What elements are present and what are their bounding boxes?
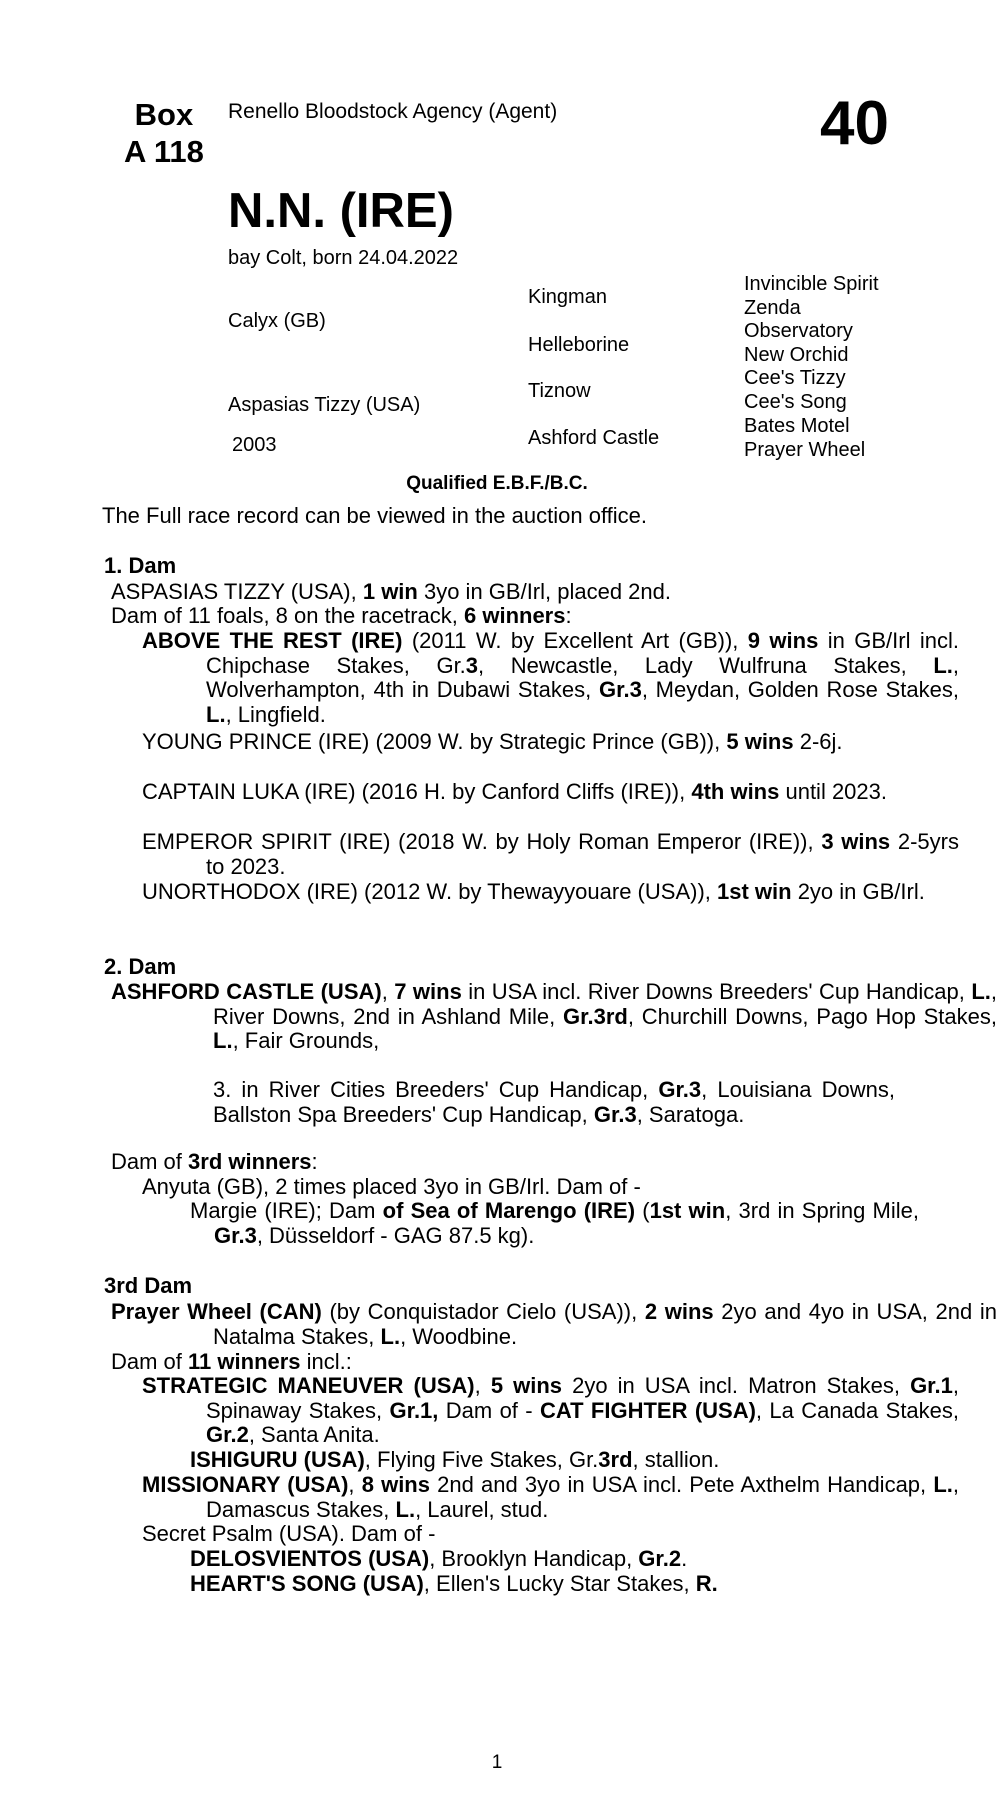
dam-foals: Dam of 11 foals, 8 on the racetrack, 6 winners: <box>111 603 572 628</box>
pedigree-gg-3: Observatory <box>744 320 853 342</box>
second-dam-produce: Dam of 3rd winners: <box>111 1149 318 1174</box>
pedigree-dam-dam: Ashford Castle <box>528 427 660 449</box>
progeny-missionary: MISSIONARY (USA), 8 wins 2nd and 3yo in USA incl. Pete Axthelm Handicap, L., Damascus Stakes, L., Laurel, stud. <box>142 1472 959 1522</box>
pedigree-dam-year: 2003 <box>232 434 277 456</box>
box-line-1: Box <box>134 97 194 132</box>
pedigree-gg-5: Cee's Tizzy <box>744 367 846 389</box>
pedigree-gg-7: Bates Motel <box>744 415 850 437</box>
pedigree-sire-sire: Kingman <box>528 286 607 308</box>
progeny-anyuta: Anyuta (GB), 2 times placed 3yo in GB/Irl. Dam of - <box>142 1174 641 1199</box>
second-dam-placings: 3. in River Cities Breeders' Cup Handicap, Gr.3, Louisiana Downs, Ballston Spa Breeders' Cup Handicap, Gr.3, Saratoga. <box>213 1077 895 1127</box>
pedigree-gg-6: Cee's Song <box>744 391 847 413</box>
pedigree-gg-4: New Orchid <box>744 344 849 366</box>
progeny-captain-luka: CAPTAIN LUKA (IRE) (2016 H. by Canford Cliffs (IRE)), 4th wins until 2023. <box>142 779 887 804</box>
agent-name: Renello Bloodstock Agency (Agent) <box>228 100 558 123</box>
section-3-heading: 3rd Dam <box>104 1273 193 1298</box>
progeny-hearts-song: HEART'S SONG (USA), Ellen's Lucky Star Stakes, R. <box>190 1571 718 1596</box>
progeny-delosvientos: DELOSVIENTOS (USA), Brooklyn Handicap, Gr.2. <box>190 1546 688 1571</box>
pedigree-sire: Calyx (GB) <box>228 310 326 332</box>
progeny-above-the-rest: ABOVE THE REST (IRE) (2011 W. by Excellent Art (GB)), 9 wins in GB/Irl incl. Chipchase Stakes, Gr.3, Newcastle, Lady Wulfruna Stakes, L., Wolverhampton, 4th in Dubawi Stakes, Gr.3, Meydan, Golden Rose Stakes, L., Lingfield. <box>142 628 959 727</box>
section-1-heading: 1. Dam <box>104 553 177 578</box>
dam-summary: ASPASIAS TIZZY (USA), 1 win 3yo in GB/Irl, placed 2nd. <box>111 579 671 604</box>
race-record-note: The Full race record can be viewed in the auction office. <box>102 503 648 528</box>
horse-name: N.N. (IRE) <box>228 184 454 238</box>
pedigree-gg-2: Zenda <box>744 297 801 319</box>
pedigree-dam-sire: Tiznow <box>528 380 591 402</box>
box-label <box>124 96 204 170</box>
progeny-unorthodox: UNORTHODOX (IRE) (2012 W. by Thewayyouare (USA)), 1st win 2yo in GB/Irl. <box>142 879 925 904</box>
progeny-ishiguru: ISHIGURU (USA), Flying Five Stakes, Gr.3rd, stallion. <box>190 1447 720 1472</box>
section-2-heading: 2. Dam <box>104 954 177 979</box>
progeny-margie: Margie (IRE); Dam of Sea of Marengo (IRE) (1st win, 3rd in Spring Mile, Gr.3, Düsseldorf - GAG 87.5 kg). <box>190 1198 919 1248</box>
lot-number: 40 <box>820 89 889 158</box>
progeny-emperor-spirit: EMPEROR SPIRIT (IRE) (2018 W. by Holy Roman Emperor (IRE)), 3 wins 2-5yrs to 2023. <box>142 829 959 879</box>
progeny-young-prince: YOUNG PRINCE (IRE) (2009 W. by Strategic Prince (GB)), 5 wins 2-6j. <box>142 729 843 754</box>
horse-description: bay Colt, born 24.04.2022 <box>228 247 459 269</box>
pedigree-sire-dam: Helleborine <box>528 334 630 356</box>
pedigree-gg-8: Prayer Wheel <box>744 439 866 461</box>
third-dam-summary: Prayer Wheel (CAN) (by Conquistador Cielo (USA)), 2 wins 2yo and 4yo in USA, 2nd in Natalma Stakes, L., Woodbine. <box>111 1299 997 1349</box>
box-line-2: A 118 <box>124 134 204 169</box>
third-dam-produce: Dam of 11 winners incl.: <box>111 1349 352 1374</box>
pedigree-dam: Aspasias Tizzy (USA) <box>228 394 421 416</box>
second-dam-summary: ASHFORD CASTLE (USA), 7 wins in USA incl. River Downs Breeders' Cup Handicap, L., River Downs, 2nd in Ashland Mile, Gr.3rd, Churchill Downs, Pago Hop Stakes, L., Fair Grounds, <box>111 979 997 1053</box>
progeny-secret-psalm: Secret Psalm (USA). Dam of - <box>142 1521 436 1546</box>
progeny-strategic-maneuver: STRATEGIC MANEUVER (USA), 5 wins 2yo in USA incl. Matron Stakes, Gr.1, Spinaway Stakes, Gr.1, Dam of - CAT FIGHTER (USA), La Canada Stakes, Gr.2, Santa Anita. <box>142 1373 960 1447</box>
qualification: Qualified E.B.F./B.C. <box>406 473 588 494</box>
page-number: 1 <box>491 1752 503 1773</box>
pedigree-gg-1: Invincible Spirit <box>744 273 879 295</box>
